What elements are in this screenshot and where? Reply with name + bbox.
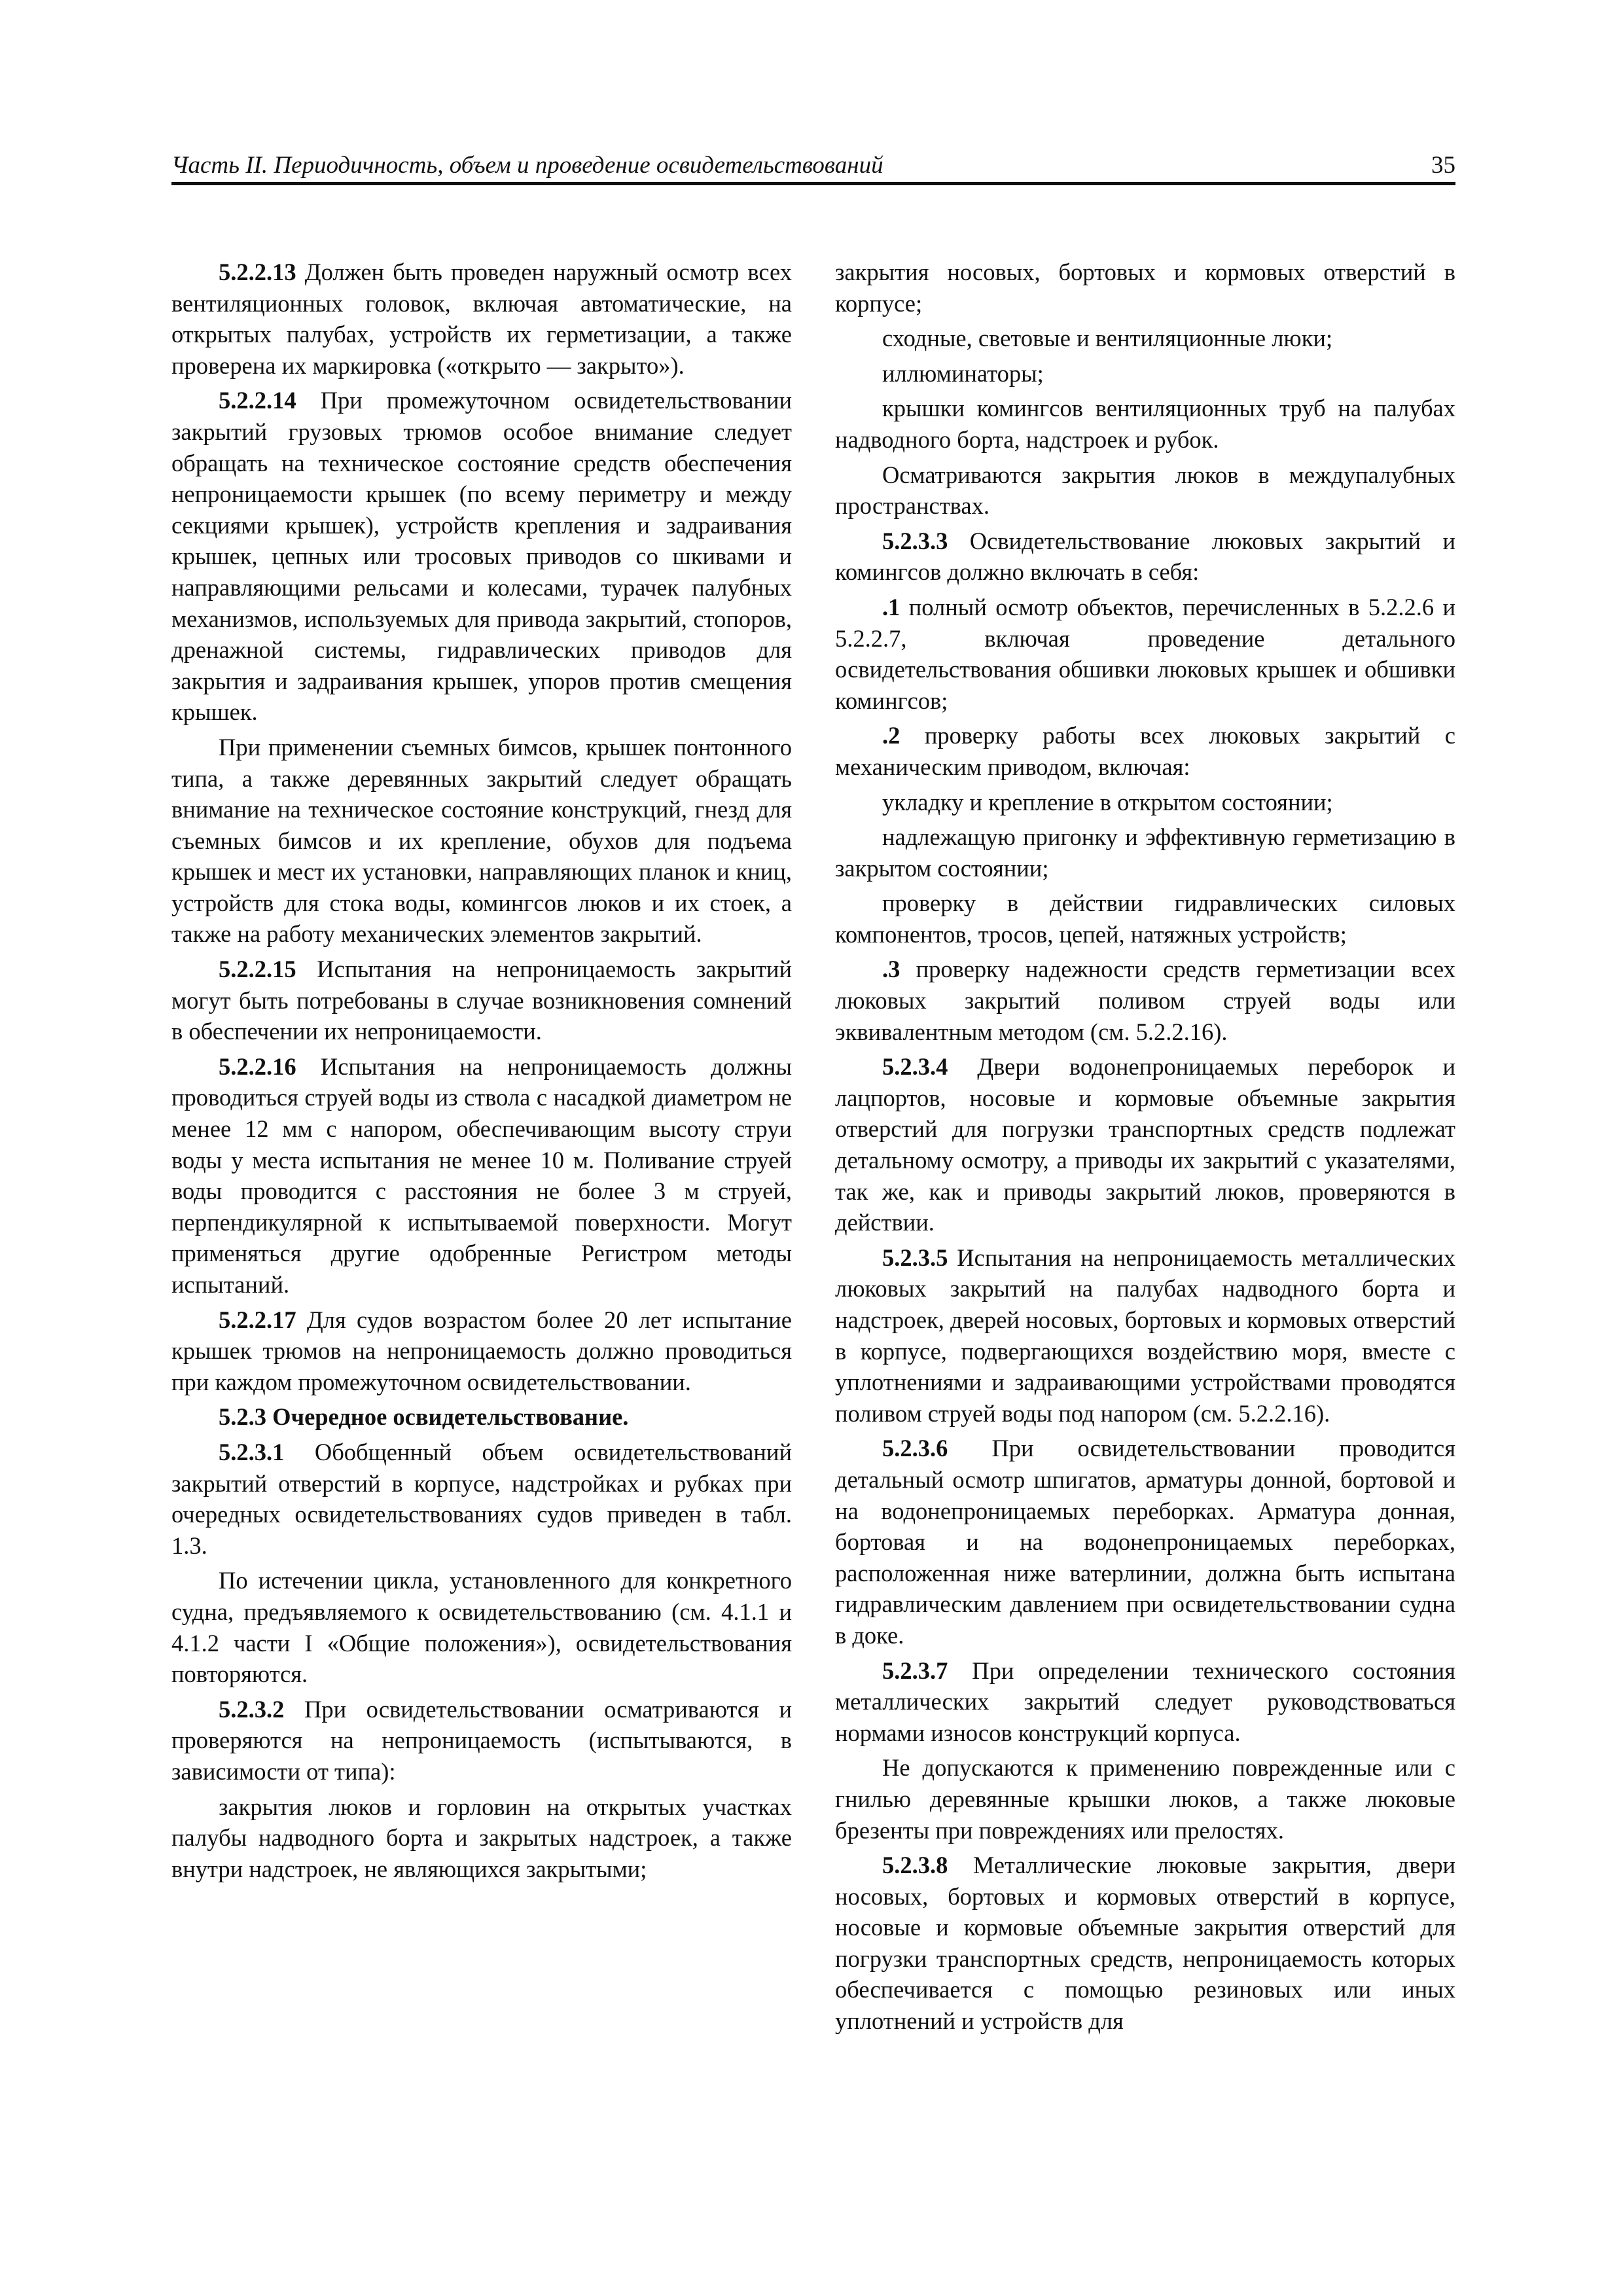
clause-number: 5.2.3.6: [882, 1435, 948, 1462]
clause-number: 5.2.3.2: [219, 1695, 285, 1723]
paragraph-text: По истечении цикла, установленного для конкретного судна, предъявляемого к освидетельствованию (см. 4.1.1 и 4.1.2 части I «Общие положения»), освидетельствования повторяются.: [171, 1567, 792, 1688]
clause-number: 5.2.2.14: [219, 387, 296, 414]
paragraph: [835, 954, 1455, 1047]
clause-number: 5.2.2.13: [219, 259, 296, 285]
paragraph-text: укладку и крепление в открытом состоянии;: [882, 788, 1333, 816]
paragraph: [835, 1752, 1455, 1846]
paragraph-text: иллюминаторы;: [882, 359, 1044, 387]
clause-number: .1: [882, 593, 901, 620]
paragraph: [171, 257, 792, 381]
paragraph: [171, 1437, 792, 1561]
clause-number: 5.2.3.5: [882, 1244, 948, 1271]
paragraph-text: закрытия люков и горловин на открытых участках палубы надводного борта и закрытых надстроек, а также внутри надстроек, не являющихся закрытыми;: [171, 1793, 792, 1882]
paragraph: [835, 821, 1455, 884]
clause-number: 5.2.3.8: [882, 1852, 948, 1879]
paragraph-text: полный осмотр объектов, перечисленных в 5.2.2.6 и 5.2.2.7, включая проведение детального освидетельствования обшивки люковых крышек и обшивки комингсов;: [835, 593, 1455, 714]
paragraph: [835, 1242, 1455, 1429]
right-column: [835, 257, 1455, 2037]
paragraph: [171, 385, 792, 728]
paragraph-text: Освидетельствование люковых закрытий и комингсов должно включать в себя:: [835, 527, 1455, 586]
paragraph-text: проверку в действии гидравлических силовых компонентов, тросов, цепей, натяжных устройств;: [835, 889, 1455, 948]
paragraph: [835, 393, 1455, 455]
paragraph-text: Для судов возрастом более 20 лет испытание крышек трюмов на непроницаемость должно проводиться при каждом промежуточном освидетельствовании.: [171, 1306, 792, 1395]
header-title: Часть II. Периодичность, объем и проведение освидетельствований: [171, 152, 883, 179]
left-column: [171, 257, 792, 1884]
clause-number: 5.2.2.17: [219, 1306, 296, 1333]
paragraph: [835, 1850, 1455, 2037]
clause-number: 5.2.2.16: [219, 1052, 296, 1080]
paragraph-text: При освидетельствовании проводится детальный осмотр шпигатов, арматуры донной, бортовой и на водонепроницаемых переборках. Арматура донная, бортовая и на водонепроницаемых переборках, расположенная ниже ватерлинии, должна быть испытана гидравлическим давлением при освидетельствовании судна в доке.: [835, 1435, 1455, 1649]
paragraph: [171, 1051, 792, 1300]
paragraph-text: При освидетельствовании осматриваются и проверяются на непроницаемость (испытываются, в зависимости от типа):: [171, 1695, 792, 1785]
clause-number: 5.2.3.4: [882, 1053, 948, 1081]
paragraph-text: Испытания на непроницаемость закрытий могут быть потребованы в случае возникновения сомнений в обеспечении их непроницаемости.: [171, 956, 792, 1045]
paragraph: [171, 954, 792, 1047]
paragraph-text: Осматриваются закрытия люков в междупалубных пространствах.: [835, 461, 1455, 520]
section-heading: 5.2.3 Очередное освидетельствование.: [219, 1403, 629, 1431]
paragraph-text: Двери водонепроницаемых переборок и лацпортов, носовые и кормовые объемные закрытия отверстий для погрузки транспортных средств подлежат детальному осмотру, а приводы их закрытий с указателями, так же, как и приводы закрытий люков, проверяются в действии.: [835, 1053, 1455, 1236]
clause-number: 5.2.3.1: [219, 1438, 285, 1465]
paragraph: [835, 526, 1455, 588]
paragraph: [835, 459, 1455, 522]
paragraph-text: сходные, световые и вентиляционные люки;: [882, 325, 1333, 352]
paragraph-text: закрытия носовых, бортовых и кормовых отверстий в корпусе;: [835, 259, 1455, 317]
running-header: [171, 143, 1455, 185]
paragraph-text: надлежащую пригонку и эффективную герметизацию в закрытом состоянии;: [835, 823, 1455, 882]
paragraph: [835, 1433, 1455, 1651]
clause-number: 5.2.2.15: [219, 956, 296, 983]
paragraph: [835, 358, 1455, 389]
paragraph-text: Испытания на непроницаемость металлических люковых закрытий на палубах надводного борта и надстроек, дверей носовых, бортовых и кормовых отверстий в корпусе, подвергающихся воздействию моря, вместе с уплотнениями и задраивающими устройствами проводятся поливом струей воды под напором (см. 5.2.2.16).: [835, 1244, 1455, 1427]
paragraph: [171, 1401, 792, 1433]
paragraph-text: Испытания на непроницаемость должны проводиться струей воды из ствола с насадкой диаметром не менее 12 мм с напором, обеспечивающим высоту струи воды у места испытания не менее 10 м. Поливание струей воды проводится с расстояния не более 3 м струей, перпендикулярной к испытываемой поверхности. Могут применяться другие одобренные Регистром методы испытаний.: [171, 1052, 792, 1298]
clause-number: 5.2.3.7: [882, 1657, 948, 1684]
paragraph-text: Металлические люковые закрытия, двери носовых, бортовых и кормовых отверстий в корпусе, носовые и кормовые объемные закрытия отверстий для погрузки транспортных средств, непроницаемость которых обеспечивается с помощью резиновых или иных уплотнений и устройств для: [835, 1852, 1455, 2035]
clause-number: .2: [882, 722, 901, 749]
paragraph-text: крышки комингсов вентиляционных труб на палубах надводного борта, надстроек и рубок.: [835, 395, 1455, 453]
paragraph-text: При промежуточном освидетельствовании закрытий грузовых трюмов особое внимание следует обращать на техническое состояние средств обеспечения непроницаемости крышек (по всему периметру и между секциями крышек), устройств крепления и задраивания крышек, цепных или тросовых приводов со шкивами и направляющими рельсами и колесами, турачек палубных механизмов, используемых для привода закрытий, стопоров, дренажной системы, гидравлических приводов для закрытия и задраивания крышек, упоров против смещения крышек.: [171, 387, 792, 726]
paragraph: [835, 787, 1455, 818]
paragraph: [171, 1791, 792, 1885]
paragraph-text: При применении съемных бимсов, крышек понтонного типа, а также деревянных закрытий следует обращать внимание на техническое состояние конструкций, гнезд для съемных бимсов и их крепление, обухов для подъема крышек и мест их установки, направляющих планок и книц, устройств для стока воды, комингсов люков и их стоек, а также на работу механических элементов закрытий.: [171, 733, 792, 948]
paragraph: [171, 732, 792, 950]
paragraph-text: проверку надежности средств герметизации всех люковых закрытий поливом струей воды или эквивалентным методом (см. 5.2.2.16).: [835, 956, 1455, 1045]
clause-number: 5.2.3.3: [882, 527, 948, 554]
paragraph-text: При определении технического состояния металлических закрытий следует руководствоваться нормами износов конструкций корпуса.: [835, 1657, 1455, 1746]
paragraph: [835, 323, 1455, 354]
paragraph: [835, 257, 1455, 319]
page-number: 35: [1431, 152, 1455, 179]
paragraph-text: Должен быть проведен наружный осмотр всех вентиляционных головок, включая автоматические, на открытых палубах, устройств их герметизации, а также проверена их маркировка («открыто — закрыто»).: [171, 259, 792, 379]
clause-number: .3: [882, 956, 901, 983]
paragraph: [835, 592, 1455, 716]
paragraph-text: Не допускаются к применению поврежденные или с гнилью деревянные крышки люков, а также люковые брезенты при повреждениях или прелостях.: [835, 1754, 1455, 1844]
paragraph: [835, 1655, 1455, 1749]
paragraph: [835, 1051, 1455, 1238]
paragraph: [171, 1565, 792, 1689]
paragraph: [835, 720, 1455, 782]
paragraph: [835, 888, 1455, 950]
paragraph: [171, 1304, 792, 1398]
paragraph: [171, 1694, 792, 1787]
paragraph-text: Обобщенный объем освидетельствований закрытий отверстий в корпусе, надстройках и рубках при очередных освидетельствованиях судов приведен в табл. 1.3.: [171, 1438, 792, 1559]
paragraph-text: проверку работы всех люковых закрытий с механическим приводом, включая:: [835, 722, 1455, 780]
